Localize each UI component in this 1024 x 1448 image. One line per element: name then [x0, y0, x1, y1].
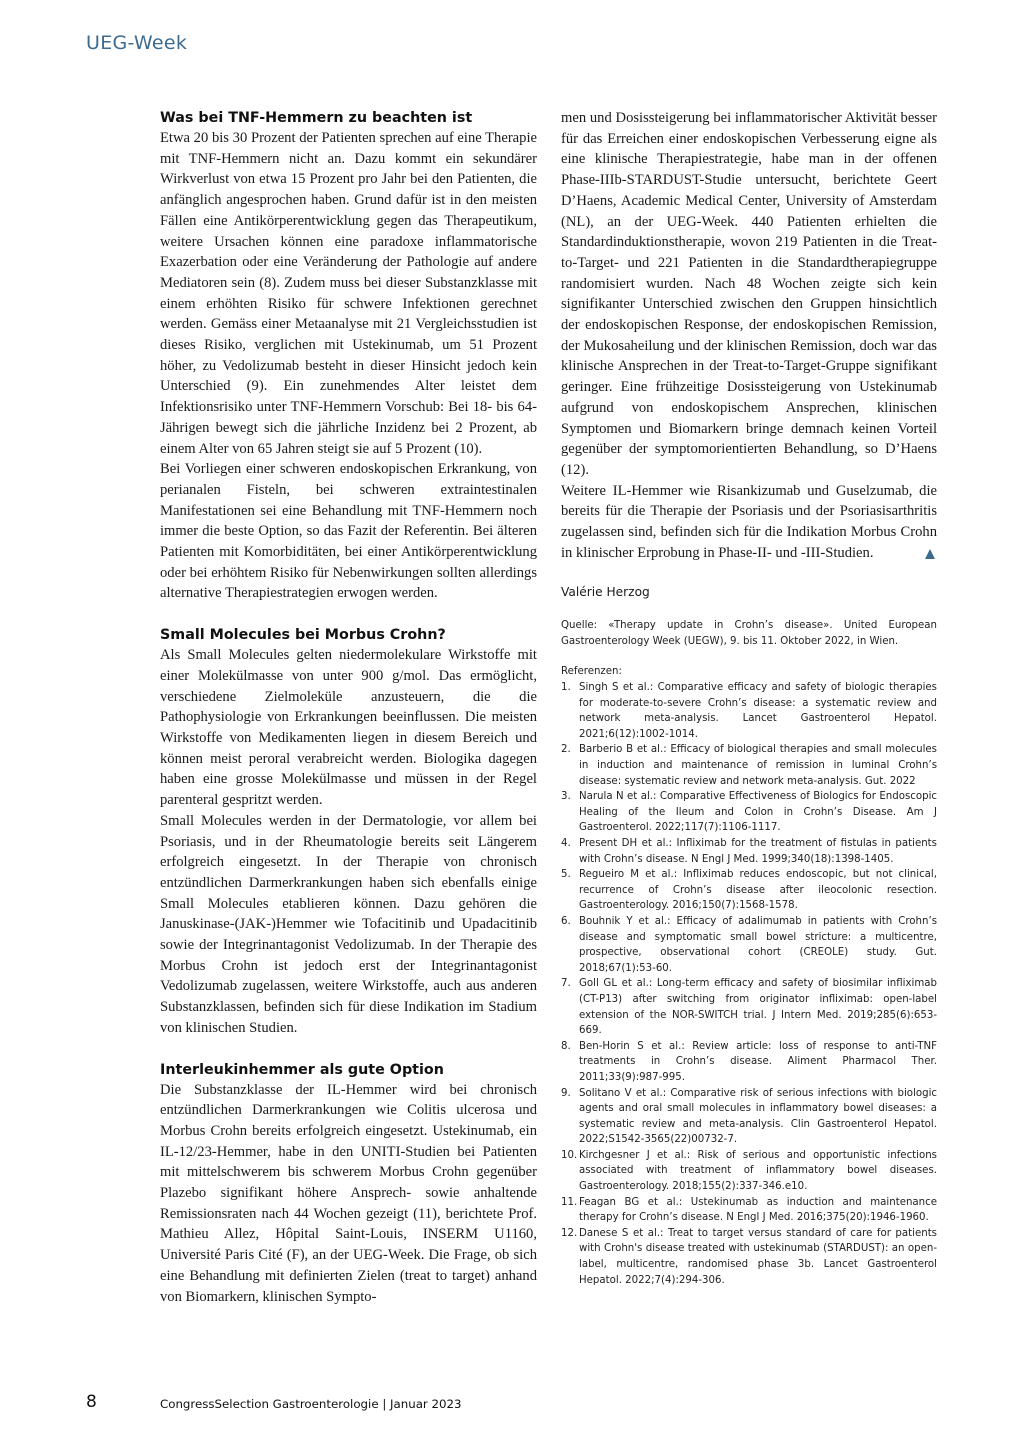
section-spacer	[160, 604, 537, 625]
reference-text: Goll GL et al.: Long-term efficacy and safety of biosimilar infliximab (CT-P13) after switching from originator infliximab: open-label extension of the NOR-SWITCH trial. J Intern Med. 2019;285(6):653-669.	[579, 978, 937, 1037]
reference-text: Singh S et al.: Comparative efficacy and safety of biologic therapies for moderate-to-severe Crohn’s disease: a systematic review and network meta-analysis. Lancet Gastroenterol Hepatol. 2021;6(12):1002-1014.	[579, 682, 937, 740]
reference-number: 8.	[561, 1040, 571, 1052]
section-heading: Small Molecules bei Morbus Crohn?	[160, 627, 446, 644]
reference-item	[561, 742, 937, 789]
right-column	[561, 108, 937, 1288]
reference-number: 12.	[561, 1227, 578, 1239]
section-spacer	[160, 1039, 537, 1060]
publication-info: CongressSelection Gastroenterologie | Januar 2023	[160, 1397, 462, 1411]
reference-number: 6.	[561, 915, 571, 927]
section-tag: UEG-Week	[86, 32, 188, 54]
references-title: Referenzen:	[561, 666, 622, 678]
reference-item	[561, 836, 937, 867]
reference-item	[561, 680, 937, 742]
body-paragraph: Etwa 20 bis 30 Prozent der Patienten sprechen auf eine Therapie mit TNF-Hemmern nicht an. Dazu kommt ein sekundärer Wirkverlust von etwa 15 Prozent pro Jahr bei den Patienten, die anfänglich angesprochen haben. Grund dafür ist in den meisten Fällen eine Antikörperentwicklung gegen das Therapeutikum, weitere Ursachen können eine paradoxe inflammatorische Exazerbation oder eine Veränderung der Pathologie auf andere Mediatoren sein (8). Zudem muss bei dieser Substanzklasse mit einem erhöhten Risiko für schwere Infektionen gerechnet werden. Gemäss einer Metaanalyse mit 21 Vergleichsstudien ist dieses Risiko, verglichen mit Ustekinumab, um 51 Prozent höher, zu Vedolizumab besteht in dieser Hinsicht jedoch kein Unterschied (9). Ein zunehmendes Alter leistet dem Infektionsrisiko unter TNF-Hemmern Vorschub: Bei 18- bis 64-Jährigen bewegt sich die jährliche Inzidenz bei 2 Prozent, ab einem Alter von 65 Jahren steigt sie auf 5 Prozent (10).	[160, 130, 537, 457]
reference-item	[561, 867, 937, 914]
body-paragraph: Als Small Molecules gelten niedermolekulare Wirkstoffe mit einer Molekülmasse von unter 900 g/mol. Das ermöglicht, verschiedene Zielmoleküle anzusteuern, die die Pathophysiologie von Erkrankungen beeinflussen. Die meisten Wirkstoffe von Medikamenten liegen in diesem Bereich und können meist peroral verabreicht werden. Biologika dagegen haben eine grosse Molekülmasse und müssen in der Regel parenteral gespritzt werden.	[160, 647, 537, 809]
page-number: 8	[86, 1392, 97, 1412]
body-paragraph: Weitere IL-Hemmer wie Risankizumab und Guselzumab, die bereits für die Therapie der Psoriasis und der Psoriasisarthritis zugelassen sind, befinden sich für die Indikation Morbus Crohn in klinischer Erprobung in Phase-II- und -III-Studien.	[561, 482, 937, 561]
section-heading: Interleukinhemmer als gute Option	[160, 1061, 444, 1078]
body-paragraph: Die Substanzklasse der IL-Hemmer wird bei chronisch entzündlichen Darmerkrankungen wie Colitis ulcerosa und Morbus Crohn bereits erfolgreich eingesetzt. Ustekinumab, ein IL-12/23-Hemmer, habe in den UNITI-Studien bei Patienten mit mittelschwerem bis schwerem Morbus Crohn gegenüber Plazebo signifikant höhere Ansprech- sowie anhaltende Remissionsraten nach 44 Wochen gezeigt (11), berichtete Prof. Mathieu Allez, Hôpital Saint-Louis, INSERM U1160, Université Paris Cité (F), an der UEG-Week. Die Frage, ob sich eine Behandlung mit definierten Zielen (treat to target) anhand von Biomarkern, klinischen Sympto-	[160, 1081, 537, 1305]
reference-text: Bouhnik Y et al.: Efficacy of adalimumab in patients with Crohn’s disease and symptomatic small bowel stricture: a multicentre, prospective, observational cohort (CREOLE) study. Gut. 2018;67(1):53-60.	[579, 915, 937, 974]
triangle-up-icon	[925, 549, 935, 559]
reference-item	[561, 1086, 937, 1148]
reference-number: 7.	[561, 978, 571, 990]
reference-number: 9.	[561, 1087, 571, 1099]
reference-number: 2.	[561, 744, 571, 756]
body-paragraph: Small Molecules werden in der Dermatologie, vor allem bei Psoriasis, und in der Rheumatologie bereits seit Längerem erfolgreich eingesetzt. In der Therapie von chronisch entzündlichen Darmerkrankungen haben sich ebenfalls einige Small Molecules etablieren können. Dazu gehören die Januskinase-(JAK-)Hemmer wie Tofacitinib und Upadacitinib sowie der Integrinantagonist Vedolizumab. In der Therapie des Morbus Crohn ist jedoch erst der Integrinantagonist Vedolizumab zugelassen, weitere Wirkstoffe, auch aus anderen Substanzklassen, befinden sich für diese Indikation im Stadium von klinischen Studien.	[160, 812, 537, 1036]
reference-item	[561, 1226, 937, 1288]
reference-number: 4.	[561, 838, 571, 849]
reference-text: Danese S et al.: Treat to target versus standard of care for patients with Crohn's disease treated with ustekinumab (STARDUST): an open-label, multicentre, randomised phase 3b. Lancet Gastroenterol Hepatol. 2022;7(4):294-306.	[579, 1227, 937, 1286]
body-paragraph: men und Dosissteigerung bei inflammatorischer Aktivität besser für das Erreichen einer endoskopischen Verbesserung eigne als eine klinische Therapiestrategie, habe man in der offenen Phase-IIIb-STARDUST-Studie untersucht, berichtete Geert D’Haens, Academic Medical Center, University of Amsterdam (NL), an der UEG-Week. 440 Patienten erhielten die Standardinduktionstherapie, wovon 219 Patienten in die Treat-to-Target- und 221 Patienten in die Standardtherapiegruppe randomisiert wurden. Nach 48 Wochen zeigte sich kein signifikanter Unterschied zwischen den Gruppen hinsichtlich der endoskopischen Response, der endoskopischen Remission, der Mukosaheilung und der klinischen Remission, doch war das klinische Ansprechen in der Treat-to-Target-Gruppe signifikant geringer. Eine frühzeitige Dosissteigerung von Ustekinumab aufgrund von endoskopischem Ansprechen, klinischen Symptomen und Biomarkern bringe demnach keinen Vorteil gegenüber der symptomorientierten Behandlung, so D’Haens (12).	[561, 110, 937, 478]
reference-number: 10.	[561, 1149, 578, 1161]
reference-text: Regueiro M et al.: Infliximab reduces endoscopic, but not clinical, recurrence of Crohn’s disease after ileocolonic resection. Gastroenterology. 2016;150(7):1568-1578.	[579, 869, 937, 912]
author-name: Valérie Herzog	[561, 585, 650, 600]
reference-text: Kirchgesner J et al.: Risk of serious and opportunistic infections associated with treatment of inflammatory bowel diseases. Gastroenterology. 2018;155(2):337-346.e10.	[579, 1149, 937, 1193]
reference-text: Present DH et al.: Infliximab for the treatment of fistulas in patients with Crohn’s disease. N Engl J Med. 1999;340(18):1398-1405.	[579, 838, 937, 865]
reference-text: Barberio B et al.: Efficacy of biological therapies and small molecules in induction and maintenance of remission in luminal Crohn’s disease: systematic review and network meta-analysis. Gut. 2022	[579, 744, 937, 787]
reference-item	[561, 976, 937, 1038]
reference-text: Ben-Horin S et al.: Review article: loss of response to anti-TNF treatments in Crohn’s disease. Aliment Pharmacol Ther. 2011;33(9):987-995.	[579, 1040, 937, 1083]
left-column	[160, 108, 537, 1307]
source-note: Quelle: «Therapy update in Crohn’s disease». United European Gastroenterology Week (UEGW), 9. bis 11. Oktober 2022, in Wien.	[561, 620, 937, 648]
section-heading: Was bei TNF-Hemmern zu beachten ist	[160, 110, 473, 126]
reference-text: Narula N et al.: Comparative Effectiveness of Biologics for Endoscopic Healing of the Ileum and Colon in Crohn’s Disease. Am J Gastroenterol. 2022;117(7):1106-1117.	[579, 791, 937, 834]
reference-text: Solitano V et al.: Comparative risk of serious infections with biologic agents and oral small molecules in inflammatory bowel diseases: a systematic review and meta-analysis. Clin Gastroenterol Hepatol. 2022;S1542-3565(22)00732-7.	[579, 1087, 937, 1146]
reference-item	[561, 789, 937, 836]
reference-item	[561, 1148, 937, 1195]
reference-text: Feagan BG et al.: Ustekinumab as induction and maintenance therapy for Crohn’s disease. N Engl J Med. 2016;375(20):1946-1960.	[579, 1196, 937, 1224]
reference-number: 3.	[561, 791, 571, 803]
reference-number: 5.	[561, 869, 571, 881]
reference-number: 11.	[561, 1196, 578, 1208]
reference-item	[561, 914, 937, 976]
body-paragraph: Bei Vorliegen einer schweren endoskopischen Erkrankung, von perianalen Fisteln, bei schweren extraintestinalen Manifestationen sei eine Behandlung mit TNF-Hemmern noch immer die beste Option, so das Fazit der Referentin. Bei älteren Patienten mit Komorbiditäten, bei einer Antikörperentwicklung oder bei erhöhtem Risiko für Nebenwirkungen sollten allerdings alternative Therapiestrategien erwogen werden.	[160, 461, 537, 602]
references-list	[561, 680, 937, 1288]
reference-number: 1.	[561, 682, 571, 694]
reference-item	[561, 1195, 937, 1226]
reference-item	[561, 1039, 937, 1086]
